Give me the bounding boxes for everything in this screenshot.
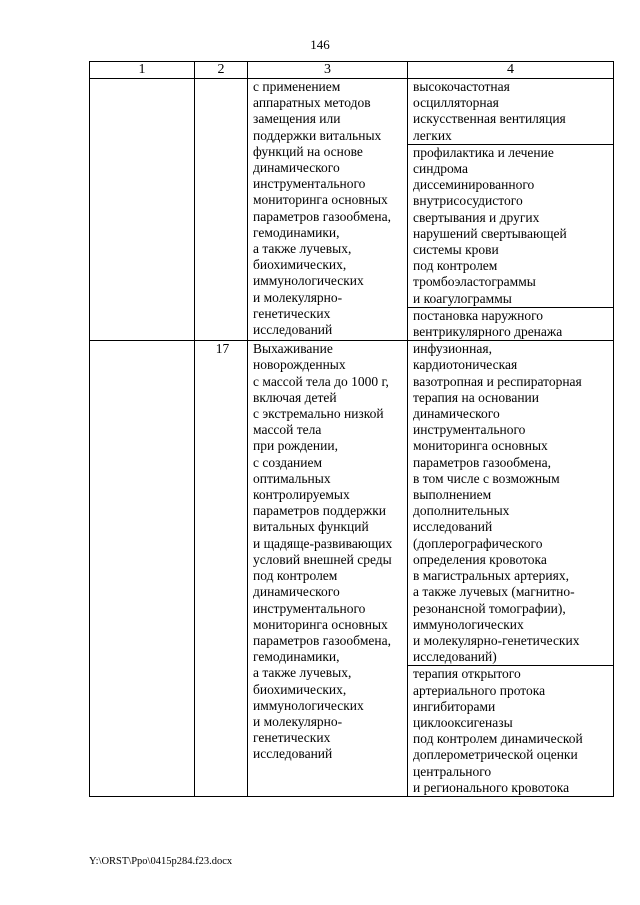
method-cell (408, 666, 614, 797)
table-row (90, 79, 614, 145)
cell-text-line: параметров газообмена, (253, 208, 391, 224)
table-row (90, 341, 614, 666)
cell-text-line: параметров поддержки (253, 503, 386, 519)
cell-text-line: генетических (253, 305, 331, 321)
cell-text-line: параметров газообмена, (253, 632, 391, 648)
cell-text-line: циклооксигеназы (413, 714, 513, 730)
cell-text-line: иммунологических (253, 273, 364, 289)
cell-text-line: и коагулограммы (413, 290, 512, 306)
cell-text-line: инструментального (253, 176, 366, 192)
cell-text-line: и молекулярно-генетических (413, 632, 580, 648)
row-number-cell: 17 (195, 341, 248, 797)
condition-cell (248, 79, 408, 341)
cell-text-line: мониторинга основных (413, 438, 548, 454)
cell-text-line: тромбоэластограммы (413, 274, 536, 290)
cell-text-line: синдрома (413, 161, 468, 177)
cell-text-line: гемодинамики, (253, 649, 340, 665)
condition-cell (248, 341, 408, 797)
cell-text-line: и молекулярно- (253, 713, 343, 729)
group-name-cell (90, 79, 195, 341)
cell-text-line: кардиотоническая (413, 357, 518, 373)
cell-text-line: вазотропная и респираторная (413, 373, 582, 389)
cell-text-line: исследований (413, 519, 493, 535)
cell-text-line: замещения или (253, 111, 341, 127)
cell-text-line: контролируемых (253, 487, 350, 503)
cell-text-line: легких (413, 127, 452, 143)
cell-text-line: терапия на основании (413, 389, 539, 405)
cell-text-line: артериального протока (413, 682, 546, 698)
cell-text-line: инфузионная, (413, 341, 492, 357)
cell-text-line: с массой тела до 1000 г, (253, 373, 389, 389)
cell-text-line: Выхаживание (253, 341, 333, 357)
cell-text-line: под контролем (253, 568, 338, 584)
cell-text-line: доплерометрической оценки (413, 747, 578, 763)
cell-text-line: а также лучевых (магнитно- (413, 584, 575, 600)
cell-text-line: исследований (253, 746, 333, 762)
method-cell (408, 341, 614, 666)
cell-text-line: гемодинамики, (253, 224, 340, 240)
cell-text-line: массой тела (253, 422, 322, 438)
cell-text-line: и щадяще-развивающих (253, 535, 393, 551)
cell-text-line: витальных функций (253, 519, 369, 535)
cell-text-line: функций на основе (253, 143, 363, 159)
cell-text-line: в том числе с возможным (413, 470, 560, 486)
header-cell-1: 1 (90, 62, 195, 79)
group-name-cell (90, 341, 195, 797)
header-cell-4: 4 (408, 62, 614, 79)
cell-text-line: дополнительных (413, 503, 510, 519)
cell-text-line: исследований (253, 322, 333, 338)
cell-text-line: аппаратных методов (253, 95, 371, 111)
cell-text-line: иммунологических (413, 616, 524, 632)
cell-text-line: поддержки витальных (253, 127, 382, 143)
cell-text-line: системы крови (413, 242, 499, 258)
cell-text-line: новорожденных (253, 357, 346, 373)
file-path-footer: Y:\ORST\Ppo\0415p284.f23.docx (89, 856, 233, 867)
cell-text-line: вентрикулярного дренажа (413, 324, 563, 340)
cell-text-line: с экстремально низкой (253, 406, 384, 422)
cell-text-line: ингибиторами (413, 698, 496, 714)
cell-text-line: параметров газообмена, (413, 454, 551, 470)
cell-text-line: с созданием (253, 454, 323, 470)
cell-text-line: выполнением (413, 487, 492, 503)
cell-text-line: биохимических, (253, 681, 347, 697)
method-cell (408, 79, 614, 145)
cell-text-line: включая детей (253, 389, 337, 405)
cell-text-line: резонансной томографии), (413, 600, 566, 616)
cell-text-line: исследований) (413, 649, 497, 665)
cell-text-line: а также лучевых, (253, 241, 352, 257)
cell-text-line: определения кровотока (413, 551, 547, 567)
table-header-row (90, 62, 614, 79)
cell-text-line: нарушений свертывающей (413, 225, 567, 241)
cell-text-line: (доплерографического (413, 535, 543, 551)
cell-text-line: осцилляторная (413, 95, 499, 111)
cell-text-line: оптимальных (253, 470, 331, 486)
cell-text-line: а также лучевых, (253, 665, 352, 681)
cell-text-line: динамического (413, 406, 500, 422)
cell-text-line: искусственная вентиляция (413, 111, 566, 127)
cell-text-line: под контролем (413, 258, 498, 274)
cell-text-line: внутрисосудистого (413, 193, 523, 209)
cell-text-line: инструментального (413, 422, 526, 438)
cell-text-line: диссеминированного (413, 177, 535, 193)
services-table (89, 61, 614, 797)
cell-text-line: профилактика и лечение (413, 144, 554, 160)
cell-text-line: мониторинга основных (253, 192, 388, 208)
cell-text-line: инструментального (253, 600, 366, 616)
cell-text-line: динамического (253, 160, 340, 176)
row-number-cell (195, 79, 248, 341)
cell-text-line: и регионального кровотока (413, 779, 570, 795)
method-cell (408, 307, 614, 340)
cell-text-line: иммунологических (253, 697, 364, 713)
cell-text-line: терапия открытого (413, 666, 521, 682)
page-number: 146 (310, 37, 330, 52)
cell-text-line: в магистральных артериях, (413, 568, 569, 584)
cell-text-line: условий внешней среды (253, 551, 392, 567)
cell-text-line: центрального (413, 763, 492, 779)
cell-text-line: и молекулярно- (253, 289, 343, 305)
header-cell-2: 2 (195, 62, 248, 79)
cell-text-line: высокочастотная (413, 79, 510, 94)
cell-text-line: при рождении, (253, 438, 338, 454)
method-cell (408, 144, 614, 307)
cell-text-line: под контролем динамической (413, 731, 583, 747)
cell-text-line: мониторинга основных (253, 616, 388, 632)
cell-text-line: генетических (253, 730, 331, 746)
cell-text-line: биохимических, (253, 257, 347, 273)
cell-text-line: свертывания и других (413, 209, 540, 225)
cell-text-line: постановка наружного (413, 307, 544, 323)
cell-text-line: динамического (253, 584, 340, 600)
cell-text-line: с применением (253, 79, 341, 94)
header-cell-3: 3 (248, 62, 408, 79)
